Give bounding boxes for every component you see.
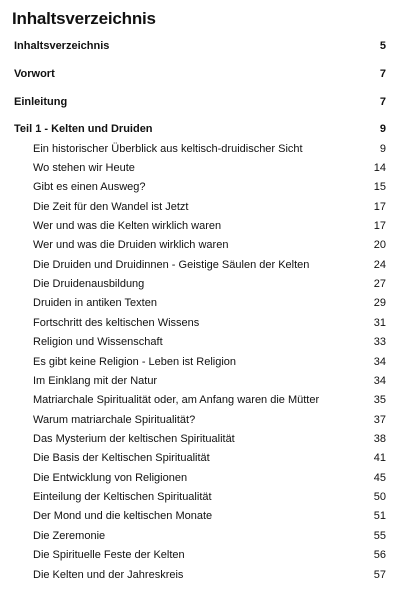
toc-entry-label: Einteilung der Keltischen Spiritualität xyxy=(33,491,212,503)
toc-entry xyxy=(0,159,400,177)
toc-entry-label: Wer und was die Druiden wirklich waren xyxy=(33,239,229,251)
toc-entry-page-number: 27 xyxy=(373,278,386,290)
toc-entry xyxy=(0,546,400,564)
toc-entry-page-number: 14 xyxy=(373,162,386,174)
toc-entry-label: Warum matriarchale Spiritualität? xyxy=(33,414,196,426)
toc-entry-label: Ein historischer Überblick aus keltisch-druidischer Sicht xyxy=(33,143,303,155)
toc-entry-label: Vorwort xyxy=(14,68,55,80)
toc-entry xyxy=(0,256,400,274)
toc-entry xyxy=(0,391,400,409)
toc-entry-page-number: 34 xyxy=(373,356,386,368)
toc-entry-label: Inhaltsverzeichnis xyxy=(14,40,110,52)
toc-entry-label: Die Druiden und Druidinnen - Geistige Säulen der Kelten xyxy=(33,259,310,271)
toc-entry-page-number: 41 xyxy=(373,452,386,464)
toc-entry-label: Druiden in antiken Texten xyxy=(33,297,157,309)
toc-entry xyxy=(0,37,400,55)
toc-entry xyxy=(0,236,400,254)
toc-entry-page-number: 15 xyxy=(373,181,386,193)
toc-entry-label: Die Spirituelle Feste der Kelten xyxy=(33,549,185,561)
toc-entry xyxy=(0,449,400,467)
toc-entry xyxy=(0,93,400,111)
page-title: Inhaltsverzeichnis xyxy=(12,9,156,28)
toc-entry-page-number: 9 xyxy=(379,143,386,155)
toc-entry-label: Der Mond und die keltischen Monate xyxy=(33,510,213,522)
toc-entry xyxy=(0,294,400,312)
toc-entry-page-number: 7 xyxy=(379,68,386,80)
toc-entry-page-number: 35 xyxy=(373,394,386,406)
toc-entry xyxy=(0,178,400,196)
toc-entry xyxy=(0,507,400,525)
toc-entry-page-number: 50 xyxy=(373,491,386,503)
toc-entry-page-number: 51 xyxy=(373,510,386,522)
toc-entry-page-number: 24 xyxy=(373,259,386,271)
toc-entry-label: Fortschritt des keltischen Wissens xyxy=(33,317,200,329)
toc-entry-label: Das Mysterium der keltischen Spiritualität xyxy=(33,433,235,445)
toc-entry xyxy=(0,65,400,83)
toc-entry-page-number: 31 xyxy=(373,317,386,329)
toc-entry xyxy=(0,527,400,545)
toc-entry-label: Gibt es einen Ausweg? xyxy=(33,181,146,193)
toc-entry xyxy=(0,469,400,487)
toc-entry-label: Es gibt keine Religion - Leben ist Religion xyxy=(33,356,237,368)
toc-entry-label: Die Kelten und der Jahreskreis xyxy=(33,569,184,581)
toc-entry-page-number: 7 xyxy=(379,96,386,108)
toc-entry-page-number: 5 xyxy=(379,40,386,52)
toc-entry-page-number: 56 xyxy=(373,549,386,561)
toc-entry xyxy=(0,430,400,448)
toc-entry-page-number: 17 xyxy=(373,220,386,232)
toc-entry-page-number: 33 xyxy=(373,336,386,348)
toc-entry xyxy=(0,353,400,371)
toc-entry xyxy=(0,314,400,332)
toc-entry-label: Die Basis der Keltischen Spiritualität xyxy=(33,452,210,464)
toc-entry xyxy=(0,411,400,429)
toc-entry-label: Matriarchale Spiritualität oder, am Anfang waren die Mütter xyxy=(33,394,320,406)
toc-entry xyxy=(0,372,400,390)
toc-entry xyxy=(0,566,400,584)
toc-entry-label: Religion und Wissenschaft xyxy=(33,336,163,348)
toc-entry-page-number: 38 xyxy=(373,433,386,445)
toc-entry xyxy=(0,140,400,158)
toc-entry-label: Wo stehen wir Heute xyxy=(33,162,135,174)
toc-entry-page-number: 57 xyxy=(373,569,386,581)
toc-entry-label: Einleitung xyxy=(14,96,68,108)
toc-entry-label: Die Zeit für den Wandel ist Jetzt xyxy=(33,201,189,213)
toc-entry xyxy=(0,275,400,293)
toc-entry-page-number: 9 xyxy=(379,123,386,135)
toc-entry-label: Die Druidenausbildung xyxy=(33,278,145,290)
toc-entry xyxy=(0,217,400,235)
toc-entry-page-number: 29 xyxy=(373,297,386,309)
toc-entry-label: Wer und was die Kelten wirklich waren xyxy=(33,220,222,232)
toc-entry xyxy=(0,198,400,216)
toc-entry-page-number: 20 xyxy=(373,239,386,251)
toc-entry-page-number: 34 xyxy=(373,375,386,387)
toc-entry xyxy=(0,333,400,351)
toc-entry-label: Teil 1 - Kelten und Druiden xyxy=(14,123,153,135)
toc-entry-page-number: 45 xyxy=(373,472,386,484)
toc-entry-page-number: 17 xyxy=(373,201,386,213)
toc-entry-page-number: 37 xyxy=(373,414,386,426)
toc-entry-label: Die Zeremonie xyxy=(33,530,106,542)
toc-entry-label: Im Einklang mit der Natur xyxy=(33,375,158,387)
toc-entry xyxy=(0,120,400,138)
toc-entry-label: Die Entwicklung von Religionen xyxy=(33,472,188,484)
toc-entry xyxy=(0,488,400,506)
toc-entry-page-number: 55 xyxy=(373,530,386,542)
